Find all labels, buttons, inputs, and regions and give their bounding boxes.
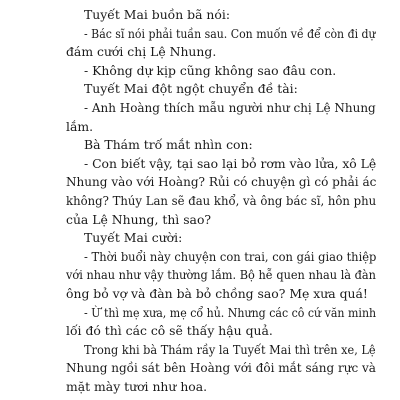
text-line-14: - Thời buổi này chuyện con trai, con gái giao thiệp [84, 249, 377, 264]
text-line-6: - Anh Hoàng thích mẫu người như chị Lệ Nhung [84, 100, 376, 115]
text-line-11: không? Thúy Lan sẽ đau khổ, và ông bác sĩ, hôn phu [66, 193, 377, 208]
text-line-17: - Ừ thì mẹ xưa, mẹ cổ hủ. Nhưng các cô cứ văn minh [84, 305, 377, 320]
text-line-2: - Bác sĩ nói phải tuần sau. Con muốn về để còn đi dự [84, 26, 376, 41]
text-line-10: Nhung vào với Hoàng? Rủi có chuyện gì có phải ác [66, 174, 377, 189]
text-line-19: Trong khi bà Thám rầy la Tuyết Mai thì trên xe, Lệ [84, 342, 376, 357]
text-line-9: - Con biết vậy, tại sao lại bỏ rơm vào lửa, xô Lệ [84, 156, 377, 171]
text-line-15: với nhau như vậy thường lắm. Bộ hễ quen nhau là đàn [66, 267, 376, 282]
text-line-3: đám cưới chị Lệ Nhung. [66, 44, 217, 59]
text-line-8: Bà Thám trố mắt nhìn con: [84, 137, 253, 152]
text-line-16: ông bỏ vợ và đàn bà bỏ chồng sao? Mẹ xưa quá! [66, 286, 368, 301]
text-line-4: - Không dự kịp cũng không sao đâu con. [84, 63, 337, 78]
text-line-20: Nhung ngồi sát bên Hoàng với đôi mắt sáng rực và [66, 360, 376, 375]
text-line-18: lối đó thì các cô sẽ thấy hậu quả. [66, 323, 273, 338]
text-line-5: Tuyết Mai đột ngột chuyển đề tài: [84, 81, 298, 96]
text-line-21: mặt mày tươi như hoa. [66, 379, 208, 394]
text-line-13: Tuyết Mai cười: [84, 230, 183, 245]
text-line-7: lắm. [66, 119, 94, 134]
text-line-1: Tuyết Mai buồn bã nói: [84, 7, 231, 22]
text-line-12: của Lệ Nhung, thì sao? [66, 212, 212, 227]
